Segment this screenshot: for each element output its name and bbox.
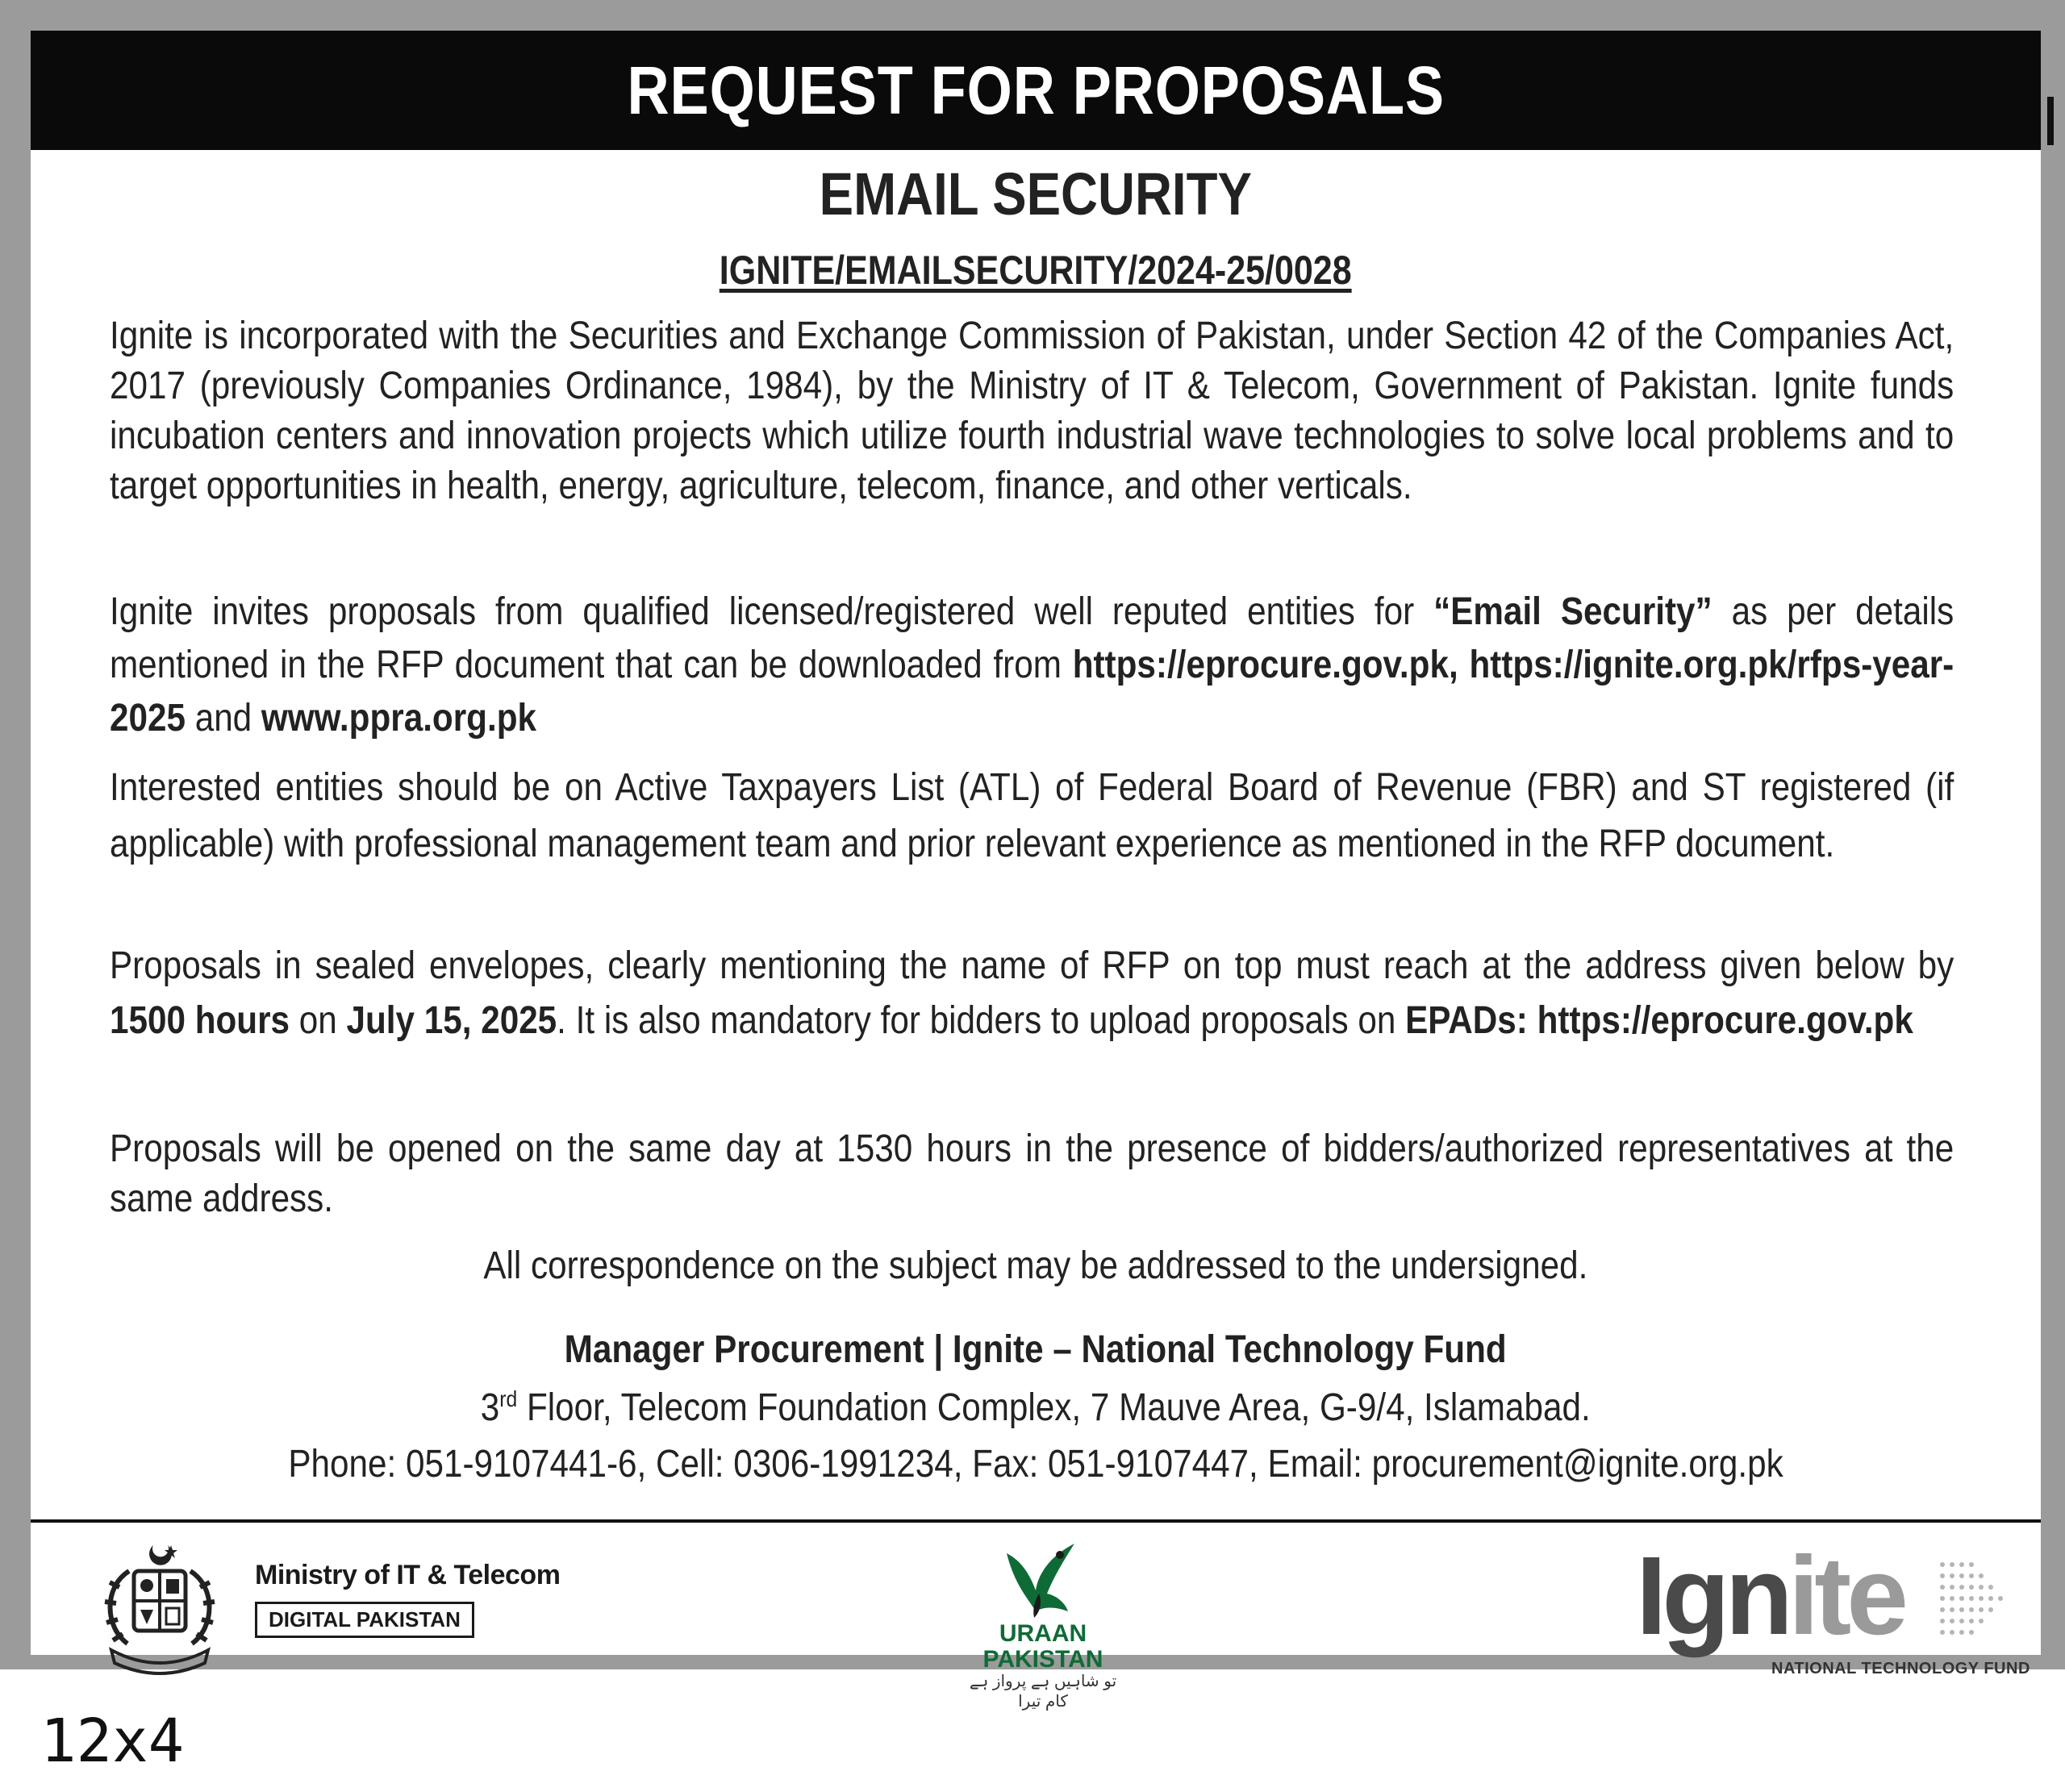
reference-number (31, 247, 2041, 294)
paragraph-invitation (110, 586, 1954, 745)
p2-ppra-link[interactable]: www.ppra.org.pk (261, 697, 537, 740)
correspondence-line (31, 1244, 2041, 1288)
p2-rfp-name: “Email Security” (1433, 590, 1712, 633)
paragraph-eligibility: Interested entities should be on Active Taxpayers List (ATL) of Federal Board of Revenue (FBR) and ST registered (if applicable) with professional management team and prior relevant experience as mentioned in the RFP document. (110, 766, 1954, 865)
address-rest: Floor, Telecom Foundation Complex, 7 Mauve Area, G-9/4, Islamabad. (517, 1386, 1591, 1429)
uraan-line-2: PAKISTAN (982, 1646, 1103, 1673)
ministry-name: Ministry of IT & Telecom (255, 1560, 561, 1590)
ignite-logo (1636, 1536, 1904, 1657)
address-line (31, 1386, 2041, 1430)
signatory-text: Manager Procurement | Ignite – National Technology Fund (564, 1328, 1508, 1371)
p4-epads-link[interactable]: EPADs: https://eprocure.gov.pk (1405, 999, 1913, 1042)
title-banner (31, 31, 2041, 150)
address-text (481, 1386, 1591, 1430)
footer-divider (31, 1519, 2041, 1523)
uraan-pakistan-wordmark (958, 1621, 1128, 1673)
contact-text[interactable]: Phone: 051-9107441-6, Cell: 0306-1991234, Fax: 051-9107447, Email: procurement@ignite.org.pk (288, 1443, 1783, 1486)
ignite-logo-part-1: Ign (1636, 1534, 1788, 1658)
p4-text-a: Proposals in sealed envelopes, clearly mentioning the name of RFP on top must reach at the address given below by (110, 944, 1954, 987)
ad-size-label: 12x4 (40, 1707, 185, 1776)
address-floor: 3 (481, 1386, 500, 1429)
digital-pakistan-badge: DIGITAL PAKISTAN (255, 1602, 474, 1638)
p4-text-c: on (290, 999, 347, 1042)
p4-deadline-date: July 15, 2025 (346, 999, 557, 1042)
ignite-dots-icon (1934, 1557, 2015, 1645)
uraan-tagline: تو شاہیں ہے پرواز ہے کام تیرا (969, 1673, 1117, 1711)
advertisement-sheet (31, 31, 2041, 1711)
paragraph-opening: Proposals will be opened on the same day at 1530 hours in the presence of bidders/authorized representatives at the same address. (110, 1127, 1954, 1220)
ignite-subtitle: NATIONAL TECHNOLOGY FUND (1771, 1660, 2030, 1677)
uraan-bird-icon (991, 1537, 1087, 1622)
banner-title: REQUEST FOR PROPOSALS (627, 52, 1445, 128)
rfp-heading (31, 160, 2041, 228)
uraan-line-1: URAAN (999, 1620, 1087, 1647)
government-emblem-icon (87, 1539, 232, 1676)
p4-deadline-time: 1500 hours (110, 999, 290, 1042)
p2-text-c: as per details mentioned in the RFP document that can be downloaded from (110, 590, 1954, 686)
p2-text-a: Ignite invites proposals from qualified licensed/registered well reputed entities for (110, 590, 1434, 633)
reference-text: IGNITE/EMAILSECURITY/2024-25/0028 (720, 248, 1352, 293)
frame-mark (2047, 97, 2054, 145)
p4-text-e: . It is also mandatory for bidders to upload proposals on (557, 999, 1406, 1042)
contact-line (31, 1442, 2041, 1486)
paragraph-submission (110, 939, 1954, 1048)
p2-download-links[interactable]: https://eprocure.gov.pk, https://ignite.org.pk/rfps-year-2025 (110, 644, 1954, 740)
heading-text: EMAIL SECURITY (819, 160, 1253, 227)
address-superscript: rd (499, 1386, 518, 1411)
signatory-line (31, 1327, 2041, 1372)
paragraph-intro: Ignite is incorporated with the Securities and Exchange Commission of Pakistan, under Section 42 of the Companies Act, 2017 (previously Companies Ordinance, 1984), by the Ministry of IT & Telecom, Government of Pakistan. Ignite funds incubation centers and innovation projects which utilize fourth industrial wave technologies to solve local problems and to target opportunities in health, energy, agriculture, telecom, finance, and other verticals. (110, 315, 1954, 507)
correspondence-text: All correspondence on the subject may be addressed to the undersigned. (483, 1244, 1588, 1287)
ignite-logo-part-2: ite (1788, 1534, 1904, 1658)
p2-text-e: and (185, 697, 261, 740)
